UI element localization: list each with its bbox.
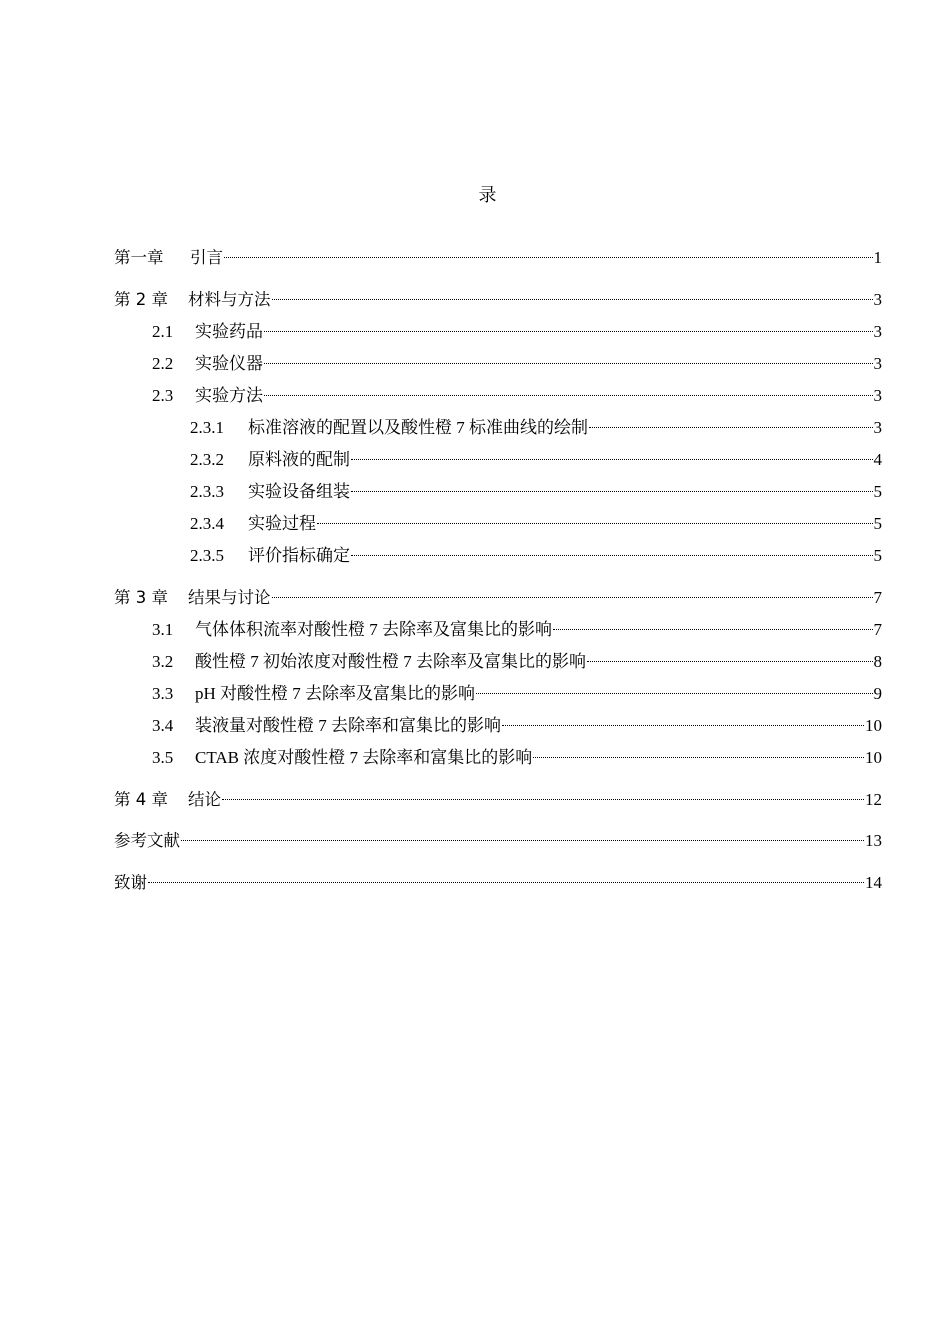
toc-leader-dots [587,661,873,662]
toc-leader-dots [317,523,873,524]
toc-entry-chapter-4[interactable] [114,788,882,812]
toc-entry-number: 2.3.2 [190,450,224,469]
toc-entry-number: 2.3 [152,386,174,405]
toc-entry-number: 2.3.5 [190,546,224,565]
toc-entry-number: 第 3 章 [114,588,168,607]
toc-entry-page: 7 [873,588,882,607]
toc-entry-2-3-3[interactable] [190,480,882,504]
toc-leader-dots [224,257,873,258]
toc-entry-references[interactable] [114,829,882,853]
toc-entry-page: 1 [873,248,882,267]
toc-entry-2-3-2[interactable] [190,448,882,472]
toc-entry-number: 3.3 [152,684,174,703]
toc-entry-text: 实验设备组装 [248,482,350,501]
toc-entry-page: 14 [865,873,882,892]
toc-entry-3-5[interactable] [152,746,882,770]
toc-leader-dots [272,299,873,300]
toc-entry-number: 2.3.3 [190,482,224,501]
toc-leader-dots [351,491,873,492]
toc-leader-dots [476,693,872,694]
toc-entry-2-1[interactable] [152,320,882,344]
toc-entry-page: 3 [873,418,882,437]
toc-entry-2-3[interactable] [152,384,882,408]
toc-entry-text: 标准溶液的配置以及酸性橙 7 标准曲线的绘制 [248,418,588,437]
toc-entry-text: 引言 [190,248,223,267]
toc-entry-number: 3.4 [152,716,174,735]
toc-entry-number: 第 4 章 [114,790,168,809]
toc-leader-dots [351,555,873,556]
toc-entry-text: 评价指标确定 [248,546,350,565]
toc-entry-text: pH 对酸性橙 7 去除率及富集比的影响 [195,684,476,703]
toc-entry-text: 酸性橙 7 初始浓度对酸性橙 7 去除率及富集比的影响 [195,652,586,671]
toc-entry-number: 2.3.4 [190,514,224,533]
toc-entry-text: 参考文献 [114,831,180,850]
toc-entry-number: 第一章 [114,248,164,267]
toc-entry-text: 材料与方法 [188,290,271,309]
toc-leader-dots [553,629,873,630]
toc-entry-text: 结果与讨论 [188,588,271,607]
toc-leader-dots [222,799,864,800]
toc-leader-dots [148,882,864,883]
toc-entry-2-3-5[interactable] [190,544,882,568]
toc-leader-dots [264,331,873,332]
toc-entry-page: 12 [865,790,882,809]
toc-leader-dots [181,840,864,841]
toc-entry-number: 第 2 章 [114,290,168,309]
toc-entry-page: 5 [873,482,882,501]
toc-entry-acknowledgements[interactable] [114,871,882,895]
toc-entry-page: 10 [865,716,882,735]
toc-entry-chapter-3[interactable] [114,586,882,610]
toc-leader-dots [264,395,873,396]
toc-entry-3-1[interactable] [152,618,882,642]
toc-title: 录 [478,185,497,205]
toc-entry-number: 2.1 [152,322,174,341]
toc-entry-page: 4 [873,450,882,469]
toc-leader-dots [502,725,864,726]
toc-entry-page: 13 [865,831,882,850]
toc-entry-number: 3.5 [152,748,174,767]
toc-entry-page: 5 [873,546,882,565]
toc-entry-text: CTAB 浓度对酸性橙 7 去除率和富集比的影响 [195,748,533,767]
toc-entry-2-2[interactable] [152,352,882,376]
toc-leader-dots [264,363,873,364]
toc-leader-dots [272,597,873,598]
toc-entry-page: 5 [873,514,882,533]
toc-entry-number: 2.3.1 [190,418,224,437]
toc-entry-text: 结论 [188,790,221,809]
toc-entry-text: 实验过程 [248,514,316,533]
toc-entry-text: 实验仪器 [195,354,263,373]
toc-entry-chapter-2[interactable] [114,288,882,312]
toc-leader-dots [533,757,864,758]
toc-entry-page: 3 [873,290,882,309]
toc-entry-text: 实验方法 [195,386,263,405]
toc-entry-number: 3.2 [152,652,174,671]
toc-entry-text: 装液量对酸性橙 7 去除率和富集比的影响 [195,716,501,735]
toc-entry-2-3-1[interactable] [190,416,882,440]
toc-entry-2-3-4[interactable] [190,512,882,536]
toc-entry-page: 9 [873,684,882,703]
toc-entry-3-4[interactable] [152,714,882,738]
toc-entry-page: 3 [873,354,882,373]
toc-entry-text: 致谢 [114,873,147,892]
toc-entry-text: 原料液的配制 [248,450,350,469]
toc-entry-page: 3 [873,322,882,341]
toc-entry-chapter-1[interactable] [114,246,882,270]
toc-entry-page: 3 [873,386,882,405]
toc-entry-page: 8 [873,652,882,671]
toc-entry-number: 2.2 [152,354,174,373]
toc-leader-dots [351,459,873,460]
toc-entry-page: 7 [873,620,882,639]
toc-entry-text: 气体体积流率对酸性橙 7 去除率及富集比的影响 [195,620,552,639]
toc-entry-text: 实验药品 [195,322,263,341]
toc-leader-dots [589,427,873,428]
toc-entry-3-2[interactable] [152,650,882,674]
toc-entry-3-3[interactable] [152,682,882,706]
toc-entry-page: 10 [865,748,882,767]
toc-entry-number: 3.1 [152,620,174,639]
